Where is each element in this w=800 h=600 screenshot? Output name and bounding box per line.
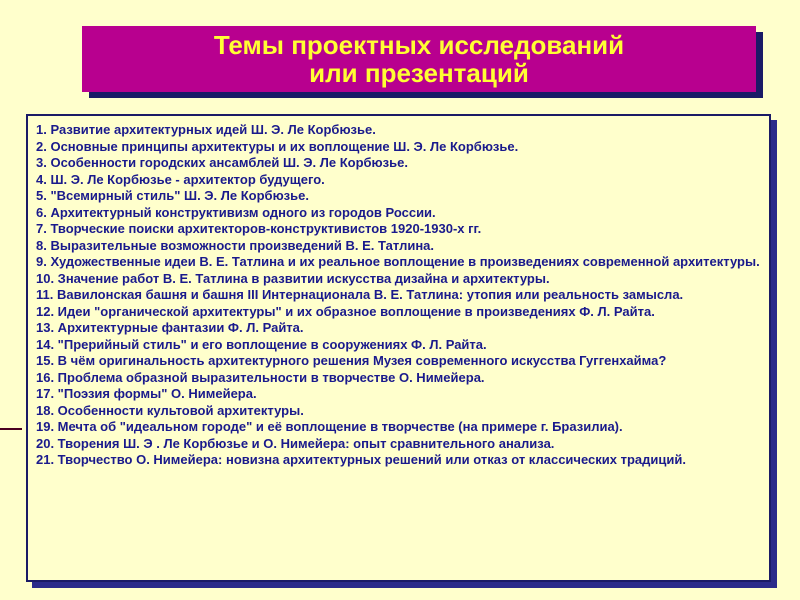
topic-item: 11. Вавилонская башня и башня III Интернационала В. Е. Татлина: утопия или реальность замысла. <box>36 287 684 302</box>
slide-title: Темы проектных исследований или презентаций <box>213 30 625 88</box>
topic-item: 2. Основные принципы архитектуры и их воплощение Ш. Э. Ле Корбюзье. <box>36 138 519 154</box>
topic-item: 4. Ш. Э. Ле Корбюзье - архитектор будущего. <box>36 171 325 187</box>
topic-item: 13. Архитектурные фантазии Ф. Л. Райта. <box>36 320 304 335</box>
topic-item: 3. Особенности городских ансамблей Ш. Э. Ле Корбюзье. <box>36 155 408 170</box>
topic-item: 9. Художественные идеи В. Е. Татлина и их реальное воплощение в произведениях современной архитектуры. <box>36 254 760 269</box>
topic-item: 20. Творения Ш. Э . Ле Корбюзье и О. Нимейера: опыт сравнительного анализа. <box>36 435 555 451</box>
topic-item: 12. Идеи "органической архитектуры" и их образное воплощение в произведениях Ф. Л. Райта. <box>36 303 655 319</box>
topic-item: 17. "Поэзия формы" О. Нимейера. <box>36 386 257 401</box>
topics-list <box>36 122 761 469</box>
topic-item: 16. Проблема образной выразительности в творчестве О. Нимейера. <box>36 369 485 385</box>
topic-item: 1. Развитие архитектурных идей Ш. Э. Ле Корбюзье. <box>36 122 376 137</box>
topic-item: 7. Творческие поиски архитекторов-конструктивистов 1920-1930-х гг. <box>36 221 482 236</box>
topic-item: 15. В чём оригинальность архитектурного решения Музея современного искусства Гуггенхайма? <box>36 353 667 368</box>
topic-item: 21. Творчество О. Нимейера: новизна архитектурных решений или отказ от классических традиций. <box>36 452 686 467</box>
topic-item: 18. Особенности культовой архитектуры. <box>36 402 304 418</box>
topic-item: 19. Мечта об "идеальном городе" и её воплощение в творчестве (на примере г. Бразилиа). <box>36 419 623 434</box>
title-banner <box>82 26 756 92</box>
topic-item: 10. Значение работ В. Е. Татлина в развитии искусства дизайна и архитектуры. <box>36 270 550 286</box>
left-accent-line <box>0 428 22 430</box>
topics-panel <box>26 114 771 582</box>
topic-item: 8. Выразительные возможности произведений В. Е. Татлина. <box>36 237 435 253</box>
topic-item: 5. "Всемирный стиль" Ш. Э. Ле Корбюзье. <box>36 188 309 203</box>
topic-item: 14. "Прерийный стиль" и его воплощение в сооружениях Ф. Л. Райта. <box>36 336 487 352</box>
topic-item: 6. Архитектурный конструктивизм одного из городов России. <box>36 204 436 220</box>
